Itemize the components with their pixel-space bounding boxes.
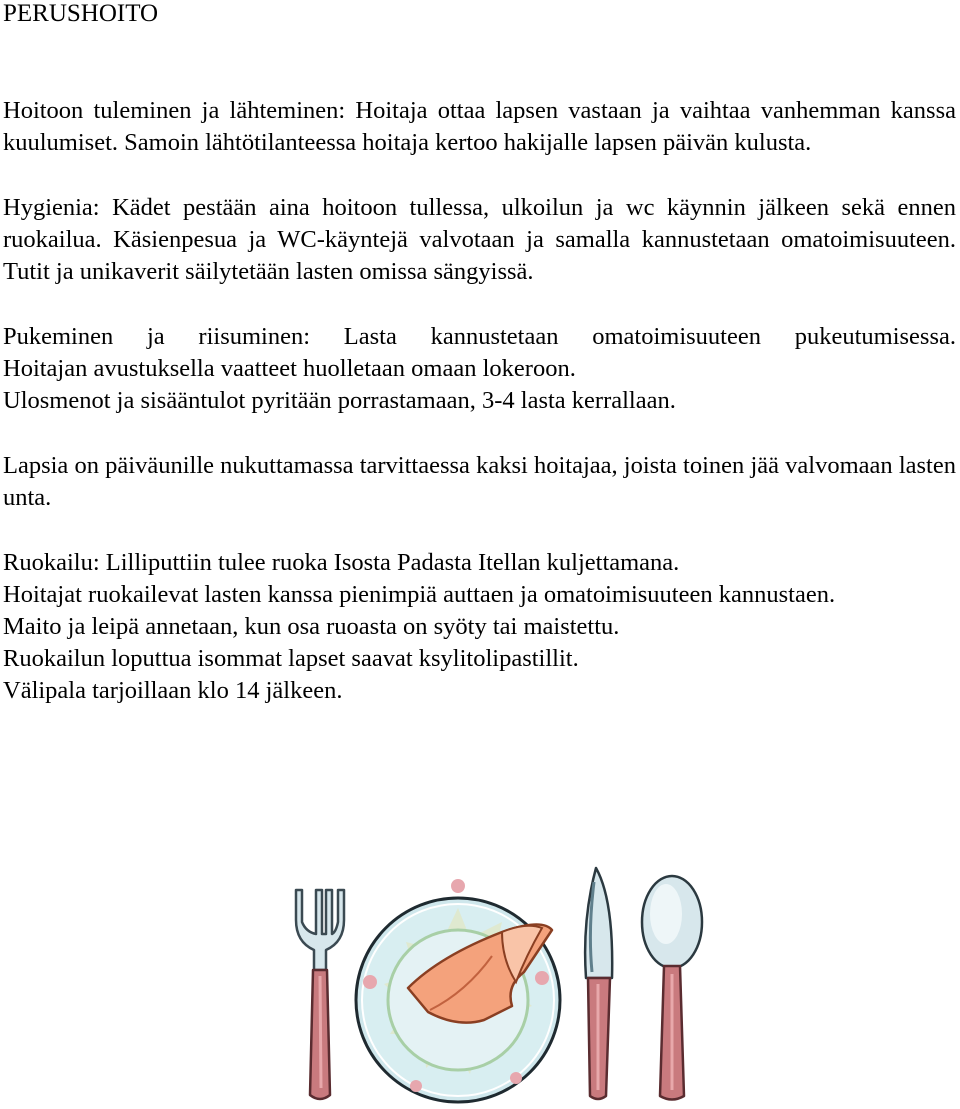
page-title: PERUSHOITO (3, 0, 159, 27)
plate-dot (410, 1080, 422, 1092)
paragraph-dressing (3, 321, 956, 417)
plate-dot (510, 1072, 522, 1084)
dressing-line-1: Pukeminen ja riisuminen: Lasta kannustetaan omatoimisuuteen pukeutumisessa. (3, 323, 956, 350)
fork-head (296, 890, 344, 970)
dressing-line-2: Hoitajan avustuksella vaatteet huolletaan omaan lokeroon. (3, 355, 576, 382)
knife-icon (585, 868, 612, 1099)
meals-line-4: Ruokailun loputtua isommat lapset saavat ksylitolipastillit. (3, 645, 579, 672)
paragraph-hygiene: Hygienia: Kädet pestään aina hoitoon tullessa, ulkoilun ja wc käynnin jälkeen sekä ennen ruokailua. Käsienpesua ja WC-käyntejä valvotaan ja samalla kannustetaan omatoimisuuteen. Tutit ja unikaverit säilytetään lasten omissa sängyissä. (3, 194, 956, 285)
paragraph-meals (3, 547, 956, 707)
meals-line-3: Maito ja leipä annetaan, kun osa ruoasta on syöty tai maistettu. (3, 613, 620, 640)
paragraph-naps: Lapsia on päiväunille nukuttamassa tarvittaessa kaksi hoitajaa, joista toinen jää valvomaan lasten unta. (3, 452, 956, 511)
meals-line-1: Ruokailu: Lilliputtiin tulee ruoka Isosta Padasta Itellan kuljettamana. (3, 549, 680, 576)
paragraph-arrival: Hoitoon tuleminen ja lähteminen: Hoitaja ottaa lapsen vastaan ja vaihtaa vanhemman kanssa kuulumiset. Samoin lähtötilanteessa hoitaja kertoo hakijalle lapsen päivän kulusta. (3, 97, 956, 156)
plate-dot (535, 971, 549, 985)
dressing-line-3: Ulosmenot ja sisääntulot pyritään porrastamaan, 3-4 lasta kerrallaan. (3, 387, 676, 414)
meals-line-5: Välipala tarjoillaan klo 14 jälkeen. (3, 677, 343, 704)
document-body (3, 95, 956, 740)
spoon-icon (642, 876, 702, 1100)
plate-dot (451, 879, 465, 893)
fork-icon (296, 890, 344, 1099)
place-setting-icon (280, 860, 720, 1105)
meals-line-2: Hoitajat ruokailevat lasten kanssa pienimpiä auttaen ja omatoimisuuteen kannustaen. (3, 581, 836, 608)
plate-dot (363, 975, 377, 989)
